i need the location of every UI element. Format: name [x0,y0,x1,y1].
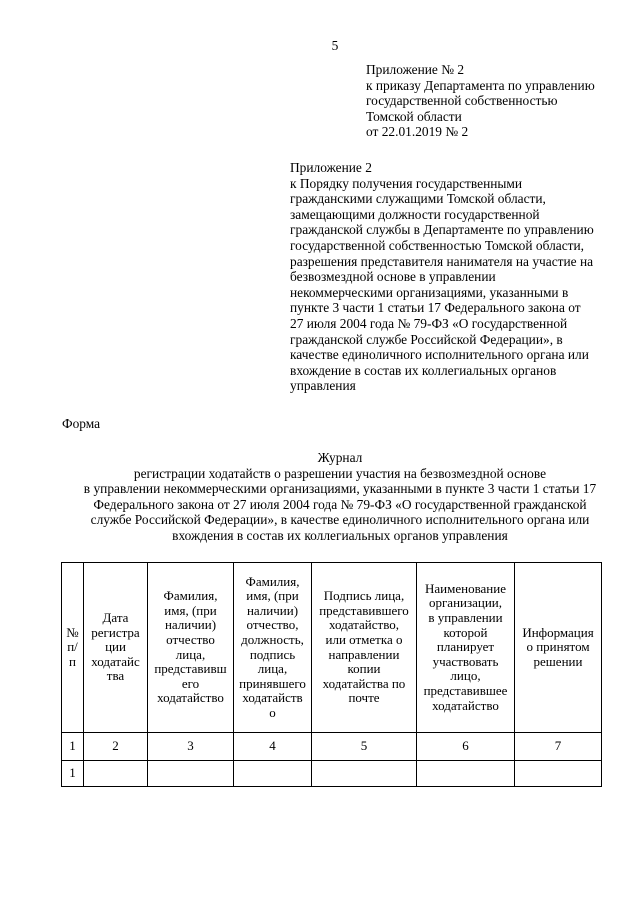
column-header-organization: Наименование организации, в управлении которой планирует участвовать лицо, представившее ходатайство [417,563,515,733]
table-cell [417,761,515,787]
annex2-line: некоммерческими организациями, указанными в [290,284,569,300]
column-header-signature: Подпись лица, представившего ходатайство, или отметка о направлении копии ходатайства по почте [312,563,417,733]
journal-title-line: в управлении некоммерческими организациями, указанными в пункте 3 части 1 статьи 17 [83,481,597,497]
annex2-line: качестве единоличного исполнительного органа или [290,347,589,363]
annex2-line: гражданской службы в Департаменте по управлению [290,222,594,238]
annex2-line: 27 июля 2004 года № 79-ФЗ «О государственной [290,315,568,331]
column-number: 3 [148,733,234,761]
annex2-line: разрешения представителя нанимателя на участие на [290,253,594,269]
table-cell [234,761,312,787]
table-row [62,761,602,787]
annex2-line: гражданской службе Российской Федерации», в [290,331,563,347]
column-number: 6 [417,733,515,761]
annex-header [366,62,636,140]
table-cell [84,761,148,787]
column-header-date: Дата регистра ции ходатайс тва [84,563,148,733]
annex2-line: к Порядку получения государственными [290,175,523,191]
annex2-body [290,176,612,394]
journal-title [60,450,620,544]
column-number: 1 [62,733,84,761]
column-number: 7 [515,733,602,761]
table-cell [312,761,417,787]
journal-title-line: Журнал [317,450,363,465]
annex2-title: Приложение 2 [290,160,372,175]
journal-title-line: регистрации ходатайств о разрешении участия на безвозмездной основе [133,465,547,481]
annex2-line: замещающими должности государственной [290,206,540,222]
annex2-line: пункте 3 части 1 статьи 17 Федерального закона от [290,300,581,316]
table-header-row [62,563,602,733]
table-cell [515,761,602,787]
journal-title-line: Федерального закона от 27 июля 2004 года № 79-ФЗ «О государственной гражданской [93,496,587,512]
annex-line: Томской области [366,108,462,124]
form-label: Форма [62,416,101,431]
column-number-row [62,733,602,761]
annex2-header [290,160,612,394]
column-number: 2 [84,733,148,761]
column-number: 4 [234,733,312,761]
annex-line: от 22.01.2019 № 2 [366,124,469,140]
annex-line: государственной собственностью [366,93,558,109]
journal-title-line: вхождения в состав их коллегиальных органов управления [172,527,508,543]
annex-line: Приложение № 2 [366,62,465,77]
column-number: 5 [312,733,417,761]
column-header-applicant: Фамилия, имя, (при наличии) отчество лица, представивш его ходатайство [148,563,234,733]
table-cell: 1 [62,761,84,787]
annex2-line: гражданскими служащими Томской области, [290,191,546,207]
annex-line: к приказу Департамента по управлению [366,77,595,93]
annex2-line: управления [290,378,356,394]
annex2-line: вхождение в состав их коллегиальных органов [290,362,557,378]
annex2-line: безвозмездной основе в управлении [290,269,496,285]
column-header-number: № п/ п [62,563,84,733]
journal-table [61,562,602,787]
column-header-receiver: Фамилия, имя, (при наличии) отчество, должность, подпись лица, принявшего ходатайств о [234,563,312,733]
annex2-line: государственной собственностью Томской области, [290,237,585,253]
table-cell [148,761,234,787]
journal-title-line: службе Российской Федерации», в качестве единоличного исполнительного органа или [90,512,590,528]
column-header-decision: Информация о принятом решении [515,563,602,733]
page-number: 5 [331,38,339,53]
